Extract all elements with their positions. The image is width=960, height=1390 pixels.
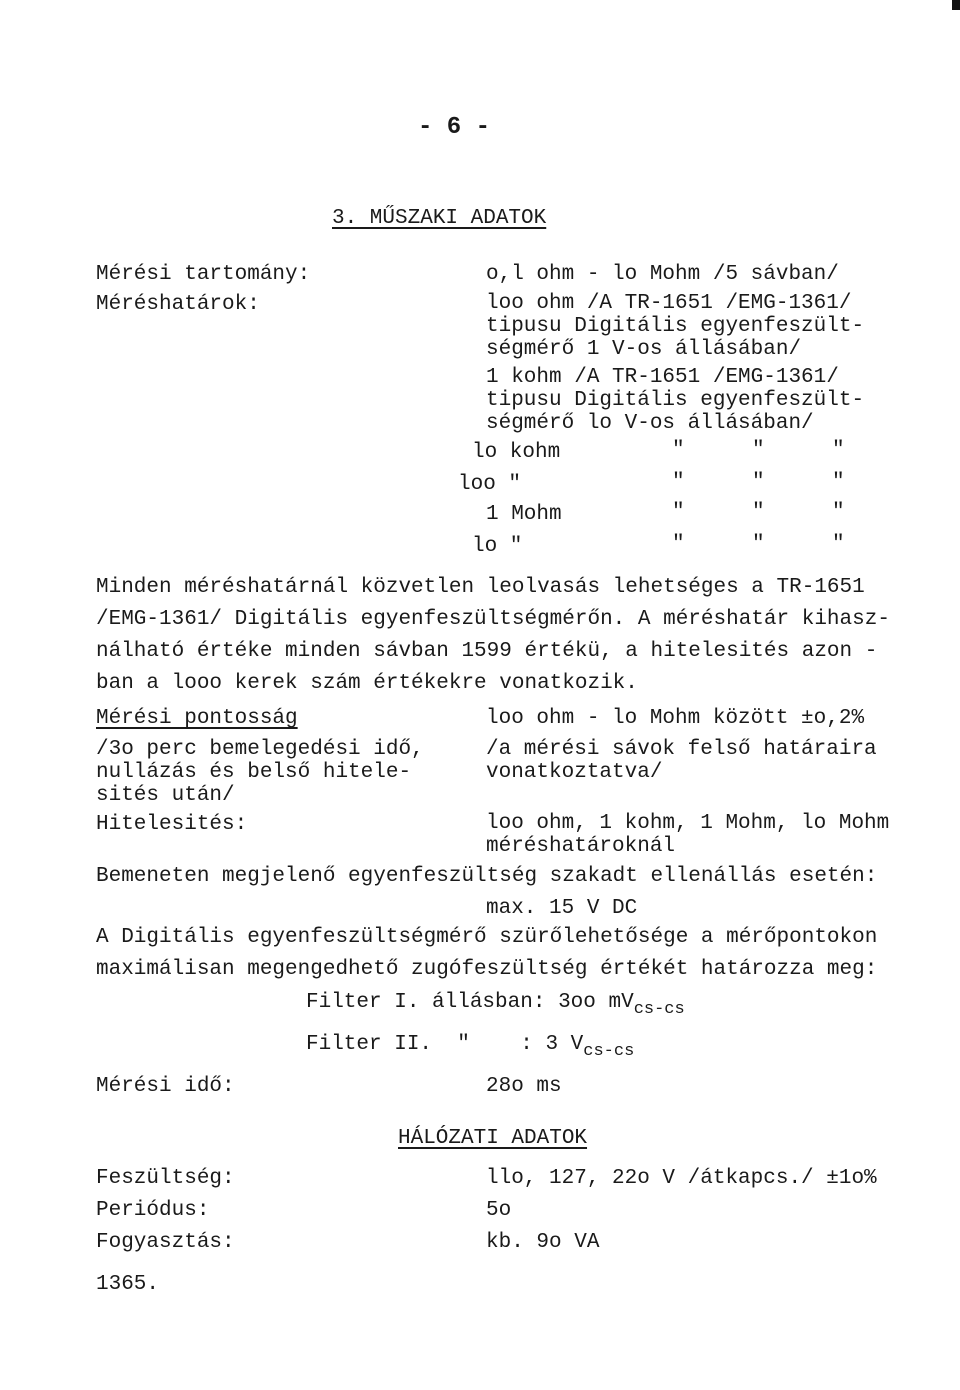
network-value: kb. 9o VA xyxy=(486,1231,600,1254)
ditto-mark: " xyxy=(832,471,845,494)
ditto-mark: " xyxy=(832,501,845,524)
document-footer: 1365. xyxy=(96,1273,160,1296)
network-label: Periódus: xyxy=(96,1199,210,1222)
network-value: llo, 127, 22o V /átkapcs./ ±1o% xyxy=(486,1167,877,1190)
accuracy-note: /a mérési sávok felső határaira vonatkoztatva/ xyxy=(486,738,877,784)
corner-mark xyxy=(952,0,960,10)
measurement-range-value: o,l ohm - lo Mohm /5 sávban/ xyxy=(486,263,839,286)
filter-paragraph: A Digitális egyenfeszültségmérő szürőlehetősége a mérőpontokon maximálisan megengedhető zugófeszültség értékét határozza meg: xyxy=(96,926,878,981)
calibration-value: loo ohm, 1 kohm, 1 Mohm, lo Mohm méréshatároknál xyxy=(486,812,890,858)
measurement-range-label: Mérési tartomány: xyxy=(96,263,311,286)
filter-1: Filter I. állásban: 3oo $mV_{cs-cs}$ xyxy=(306,991,685,1019)
ditto-mark: " xyxy=(672,439,685,462)
accuracy-label: Mérési pontosság xyxy=(96,707,298,730)
ditto-mark: " xyxy=(672,501,685,524)
ditto-row-label: loo " xyxy=(458,473,522,496)
measurement-time-value: 28o ms xyxy=(486,1075,562,1098)
ditto-mark: " xyxy=(752,471,765,494)
section-title: 3. MŰSZAKI ADATOK xyxy=(332,207,547,230)
ditto-mark: " xyxy=(672,533,685,556)
ditto-mark: " xyxy=(672,471,685,494)
page-number: - 6 - xyxy=(418,114,491,141)
ditto-mark: " xyxy=(752,439,765,462)
input-voltage-text: Bemeneten megjelenő egyenfeszültség szakadt ellenállás esetén: xyxy=(96,865,878,888)
calibration-label: Hitelesités: xyxy=(96,813,248,836)
ditto-row-label: lo " xyxy=(472,535,523,558)
ditto-row-label: lo kohm xyxy=(472,441,561,464)
accuracy-value: loo ohm - lo Mohm között ±o,2% xyxy=(486,707,865,730)
ditto-mark: " xyxy=(832,533,845,556)
ditto-mark: " xyxy=(752,501,765,524)
filter-2: Filter II. " : 3 $V_{cs-cs}$ xyxy=(306,1033,635,1061)
input-voltage-value: max. 15 V DC xyxy=(486,897,638,920)
network-value: 5o xyxy=(486,1199,512,1222)
network-label: Feszültség: xyxy=(96,1167,235,1190)
limits-second: 1 kohm /A TR-1651 /EMG-1361/ tipusu Digitális egyenfeszült- ségmérő lo V-os állásában/ xyxy=(486,366,865,435)
ditto-mark: " xyxy=(752,533,765,556)
reading-paragraph: Minden méréshatárnál közvetlen leolvasás lehetséges a TR-1651 /EMG-1361/ Digitális egyenfeszültségmérőn. A méréshatár kihasz- nálható értéke minden sávban 1599 értékü, a hitelesités azon - ban a looo kerek szám értékekre vonatkozik. xyxy=(96,576,890,695)
ditto-row-label: 1 Mohm xyxy=(486,503,562,526)
measurement-time-label: Mérési idő: xyxy=(96,1075,235,1098)
accuracy-condition: /3o perc bemelegedési idő, nullázás és belső hitele- sités után/ xyxy=(96,738,424,807)
limits-label: Méréshatárok: xyxy=(96,293,260,316)
limits-first: loo ohm /A TR-1651 /EMG-1361/ tipusu Digitális egyenfeszült- ségmérő 1 V-os állásában/ xyxy=(486,292,865,361)
network-label: Fogyasztás: xyxy=(96,1231,235,1254)
ditto-mark: " xyxy=(832,439,845,462)
network-title: HÁLÓZATI ADATOK xyxy=(398,1127,588,1150)
